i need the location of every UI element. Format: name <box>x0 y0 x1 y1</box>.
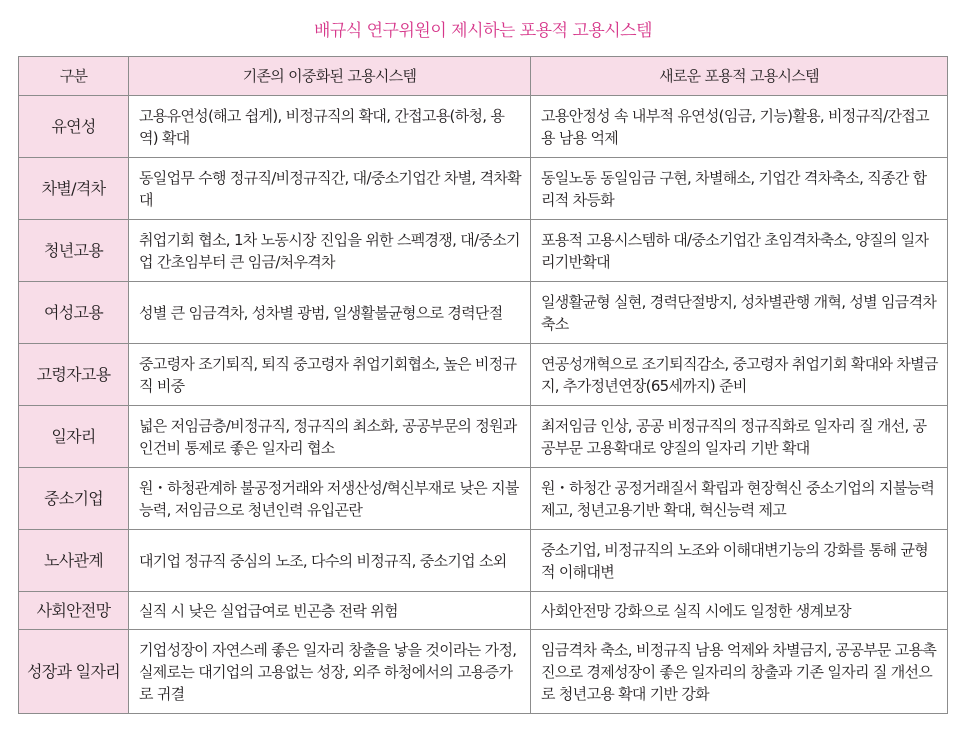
table-row <box>19 282 948 344</box>
table-row <box>19 530 948 592</box>
page-title: 배규식 연구위원이 제시하는 포용적 고용시스템 <box>313 21 653 41</box>
row-category: 중소기업 <box>19 468 129 530</box>
row-new-system: 동일노동 동일임금 구현, 차별해소, 기업간 격차축소, 직종간 합리적 차등화 <box>531 158 948 220</box>
row-existing-system: 중고령자 조기퇴직, 퇴직 중고령자 취업기회협소, 높은 비정규직 비중 <box>129 344 531 406</box>
row-new-system: 연공성개혁으로 조기퇴직감소, 중고령자 취업기회 확대와 차별금지, 추가정년연장(65세까지) 준비 <box>531 344 948 406</box>
row-new-system: 사회안전망 강화으로 실직 시에도 일정한 생계보장 <box>531 592 948 630</box>
row-category: 여성고용 <box>19 282 129 344</box>
row-existing-system: 취업기회 협소, 1차 노동시장 진입을 위한 스펙경쟁, 대/중소기업 간초임부터 큰 임금/처우격차 <box>129 220 531 282</box>
row-existing-system: 고용유연성(해고 쉽게), 비정규직의 확대, 간접고용(하청, 용역) 확대 <box>129 96 531 158</box>
row-category: 성장과 일자리 <box>19 630 129 714</box>
row-existing-system: 동일업무 수행 정규직/비정규직간, 대/중소기업간 차별, 격차확대 <box>129 158 531 220</box>
table-row <box>19 158 948 220</box>
row-category: 일자리 <box>19 406 129 468</box>
row-new-system: 최저임금 인상, 공공 비정규직의 정규직화로 일자리 질 개선, 공공부문 고용확대로 양질의 일자리 기반 확대 <box>531 406 948 468</box>
row-new-system: 중소기업, 비정규직의 노조와 이해대변기능의 강화를 통해 균형적 이해대변 <box>531 530 948 592</box>
table-row <box>19 220 948 282</box>
table-row <box>19 96 948 158</box>
table-row <box>19 406 948 468</box>
row-existing-system: 실직 시 낮은 실업급여로 빈곤층 전락 위험 <box>129 592 531 630</box>
row-existing-system: 성별 큰 임금격차, 성차별 광범, 일생활불균형으로 경력단절 <box>129 282 531 344</box>
row-new-system: 고용안정성 속 내부적 유연성(임금, 기능)활용, 비정규직/간접고용 남용 억제 <box>531 96 948 158</box>
table-header-row <box>19 57 948 96</box>
row-existing-system: 대기업 정규직 중심의 노조, 다수의 비정규직, 중소기업 소외 <box>129 530 531 592</box>
table-row <box>19 630 948 714</box>
table-row <box>19 468 948 530</box>
row-new-system: 원・하청간 공정거래질서 확립과 현장혁신 중소기업의 지불능력 제고, 청년고용기반 확대, 혁신능력 제고 <box>531 468 948 530</box>
row-category: 유연성 <box>19 96 129 158</box>
row-category: 사회안전망 <box>19 592 129 630</box>
row-existing-system: 기업성장이 자연스레 좋은 일자리 창출을 낳을 것이라는 가정, 실제로는 대기업의 고용없는 성장, 외주 하청에서의 고용증가로 귀결 <box>129 630 531 714</box>
table-row <box>19 344 948 406</box>
row-category: 고령자고용 <box>19 344 129 406</box>
header-category: 구분 <box>19 57 129 96</box>
row-existing-system: 원・하청관계하 불공정거래와 저생산성/혁신부재로 낮은 지불능력, 저임금으로 청년인력 유입곤란 <box>129 468 531 530</box>
row-existing-system: 넓은 저임금층/비정규직, 정규직의 최소화, 공공부문의 정원과 인건비 통제로 좋은 일자리 협소 <box>129 406 531 468</box>
row-category: 청년고용 <box>19 220 129 282</box>
row-new-system: 임금격차 축소, 비정규직 남용 억제와 차별금지, 공공부문 고용촉진으로 경제성장이 좋은 일자리의 창출과 기존 일자리 질 개선으로 청년고용 확대 기반 강화 <box>531 630 948 714</box>
row-category: 차별/격차 <box>19 158 129 220</box>
row-new-system: 일생활균형 실현, 경력단절방지, 성차별관행 개혁, 성별 임금격차 축소 <box>531 282 948 344</box>
header-existing-system: 기존의 이중화된 고용시스템 <box>129 57 531 96</box>
row-new-system: 포용적 고용시스템하 대/중소기업간 초임격차축소, 양질의 일자리기반확대 <box>531 220 948 282</box>
comparison-table <box>18 56 948 714</box>
row-category: 노사관계 <box>19 530 129 592</box>
header-new-system: 새로운 포용적 고용시스템 <box>531 57 948 96</box>
table-row <box>19 592 948 630</box>
